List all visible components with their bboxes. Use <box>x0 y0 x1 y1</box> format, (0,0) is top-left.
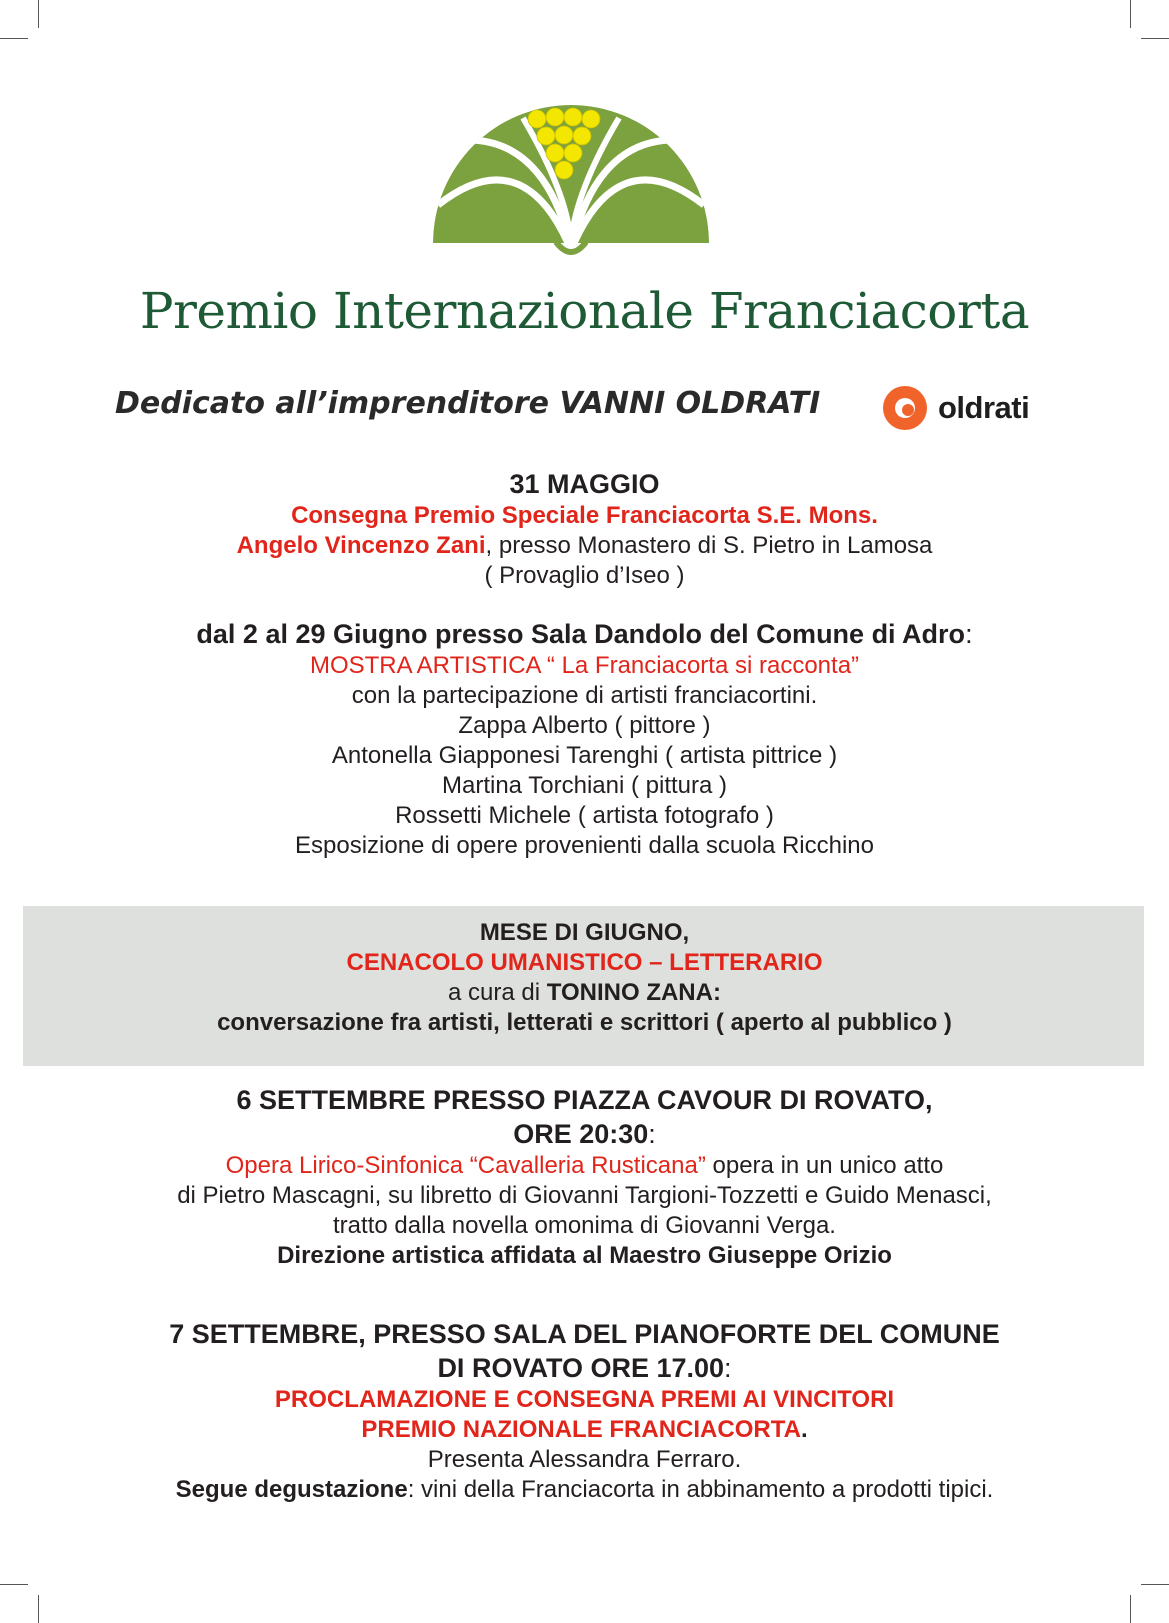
curator-line <box>0 978 1169 1008</box>
award-name-line <box>0 1415 1169 1445</box>
event-mostra <box>0 617 1169 861</box>
event-heading: MESE DI GIUGNO, <box>479 919 690 946</box>
oldrati-icon <box>880 383 930 433</box>
event-time-text: DI ROVATO ORE 17.00 <box>437 1353 725 1383</box>
list-item: Esposizione di opere provenienti dalla scuola Ricchino <box>294 832 874 859</box>
crop-mark <box>1130 0 1131 28</box>
event-time <box>0 1117 1169 1151</box>
event-heading: 7 SETTEMBRE, PRESSO SALA DEL PIANOFORTE DEL COMUNE <box>169 1319 1000 1349</box>
award-name: PREMIO NAZIONALE FRANCIACORTA <box>361 1416 801 1443</box>
event-award-line: Consegna Premio Speciale Franciacorta S.E. Mons. <box>291 502 878 529</box>
list-item: Zappa Alberto ( pittore ) <box>458 712 711 739</box>
curator-prefix: a cura di <box>448 979 547 1006</box>
event-date: 31 MAGGIO <box>509 469 660 499</box>
crop-mark <box>0 1584 28 1585</box>
event-description: conversazione fra artisti, letterati e scrittori ( aperto al pubblico ) <box>217 1009 952 1036</box>
award-recipient: Angelo Vincenzo Zani <box>236 532 486 559</box>
crop-mark <box>1141 1584 1169 1585</box>
dedication-text: Dedicato all’imprenditore VANNI OLDRATI <box>115 386 821 421</box>
artistic-direction: Direzione artistica affidata al Maestro Giuseppe Orizio <box>277 1242 892 1269</box>
list-item: Rossetti Michele ( artista fotografo ) <box>395 802 774 829</box>
heading-colon: : <box>648 1119 656 1149</box>
event-location-line <box>0 531 1169 561</box>
opera-desc: opera in un unico atto <box>705 1152 944 1179</box>
venue-text: , presso Monastero di S. Pietro in Lamosa <box>485 532 933 559</box>
opera-line <box>0 1151 1169 1181</box>
sponsor-name: oldrati <box>938 390 1030 425</box>
curator-name: TONINO ZANA: <box>546 979 721 1006</box>
event-31-maggio <box>0 467 1169 591</box>
tasting-text: : vini della Franciacorta in abbinamento a prodotti tipici. <box>407 1476 994 1503</box>
presenter-line: Presenta Alessandra Ferraro. <box>427 1446 742 1473</box>
event-heading <box>0 617 1169 651</box>
event-time-text: ORE 20:30 <box>513 1119 649 1149</box>
crop-mark <box>0 38 28 39</box>
award-dot: . <box>800 1416 808 1443</box>
page-title: Premio Internazionale Franciacorta <box>139 282 1030 340</box>
event-heading-text: dal 2 al 29 Giugno presso Sala Dandolo del Comune di Adro <box>196 619 966 649</box>
list-item: Antonella Giapponesi Tarenghi ( artista pittrice ) <box>331 742 838 769</box>
venue-town: ( Provaglio d’Iseo ) <box>484 562 685 589</box>
event-6-settembre <box>0 1083 1169 1271</box>
opera-credits: di Pietro Mascagni, su libretto di Giovanni Targioni-Tozzetti e Guido Menasci, <box>177 1182 992 1209</box>
sponsor-logo <box>880 383 1029 433</box>
crop-mark <box>1130 1595 1131 1623</box>
list-item: con la partecipazione di artisti franciacortini. <box>351 682 818 709</box>
list-item: Martina Torchiani ( pittura ) <box>442 772 727 799</box>
event-7-settembre <box>0 1317 1169 1505</box>
proclamation-line: PROCLAMAZIONE E CONSEGNA PREMI AI VINCITORI <box>274 1386 895 1413</box>
opera-title: Opera Lirico-Sinfonica “Cavalleria Rusticana” <box>225 1152 706 1179</box>
event-time <box>0 1351 1169 1385</box>
heading-colon: : <box>724 1353 732 1383</box>
heading-colon: : <box>965 619 973 649</box>
tasting-line <box>0 1475 1169 1505</box>
crop-mark <box>1141 38 1169 39</box>
exhibition-title: MOSTRA ARTISTICA “ La Franciacorta si racconta” <box>309 652 860 679</box>
event-heading: 6 SETTEMBRE PRESSO PIAZZA CAVOUR DI ROVATO, <box>236 1085 933 1115</box>
crop-mark <box>38 1595 39 1623</box>
tasting-label: Segue degustazione <box>175 1476 408 1503</box>
crop-mark <box>38 0 39 28</box>
event-cenacolo <box>0 918 1169 1038</box>
event-title: CENACOLO UMANISTICO – LETTERARIO <box>346 949 823 976</box>
grape-book-logo-icon <box>428 100 714 270</box>
opera-source: tratto dalla novella omonima di Giovanni Verga. <box>333 1212 836 1239</box>
